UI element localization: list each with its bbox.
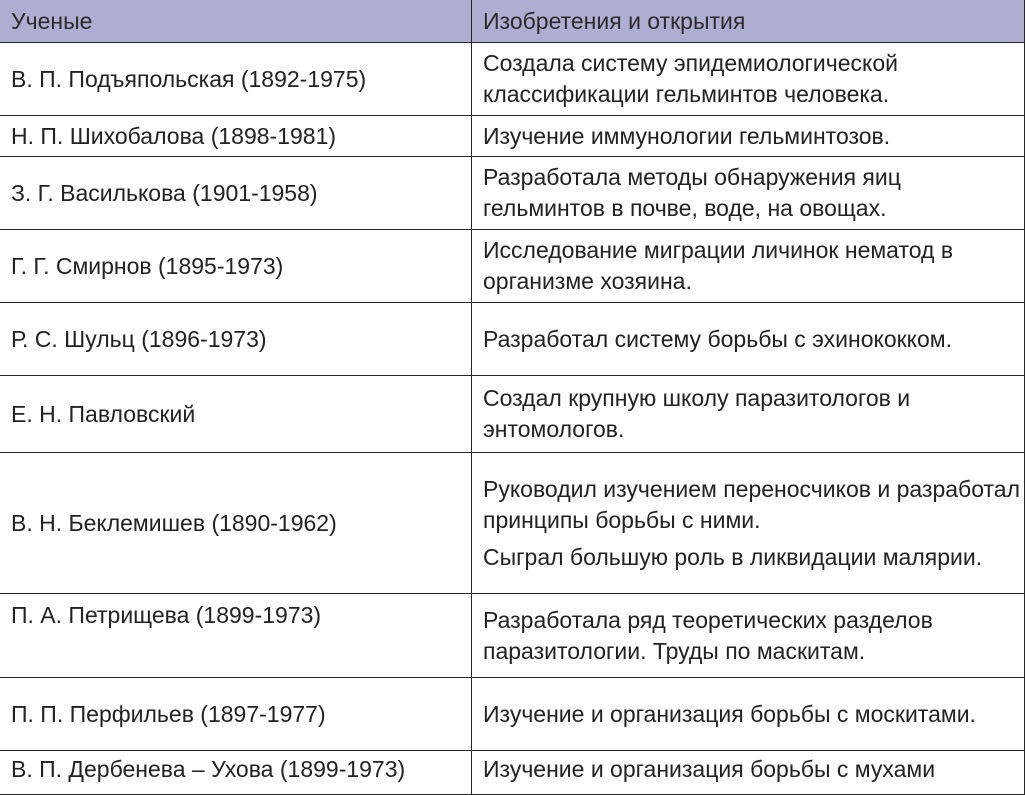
scientist-cell: Г. Г. Смирнов (1895-1973) xyxy=(0,230,472,303)
discovery-text: Исследование миграции личинок нематод в организме хозяина. xyxy=(483,237,954,294)
discovery-cell xyxy=(472,376,1025,453)
table-row xyxy=(0,678,1025,751)
discovery-cell xyxy=(472,230,1025,303)
table-row xyxy=(0,43,1025,116)
table-row xyxy=(0,453,1025,594)
discovery-cell xyxy=(472,678,1025,751)
scientist-cell: Н. П. Шихобалова (1898-1981) xyxy=(0,116,472,157)
discovery-text: Создал крупную школу паразитологов и энтомологов. xyxy=(483,385,911,442)
table-row xyxy=(0,116,1025,157)
discovery-cell xyxy=(472,116,1025,157)
table-row xyxy=(0,376,1025,453)
scientist-cell: П. П. Перфильев (1897-1977) xyxy=(0,678,472,751)
scientist-cell: Е. Н. Павловский xyxy=(0,376,472,453)
discovery-cell xyxy=(472,751,1025,795)
discovery-text: Разработал систему борьбы с эхинококком. xyxy=(483,325,952,352)
table-row xyxy=(0,594,1025,678)
discovery-cell xyxy=(472,157,1025,230)
discovery-cell xyxy=(472,594,1025,678)
table-header-row xyxy=(0,0,1025,43)
discovery-text: Разработала методы обнаружения яиц гельминтов в почве, воде, на овощах. xyxy=(483,164,901,221)
discovery-text: Сыграл большую роль в ликвидации малярии. xyxy=(483,543,983,570)
scientist-cell: Р. С. Шульц (1896-1973) xyxy=(0,303,472,376)
table-row xyxy=(0,157,1025,230)
discovery-text: Изучение и организация борьбы с москитами. xyxy=(483,700,976,727)
discovery-text: Создала систему эпидемиологической классификации гельминтов человека. xyxy=(483,50,899,107)
discovery-cell xyxy=(472,43,1025,116)
discovery-text: Руководил изучением переносчиков и разработал принципы борьбы с ними. xyxy=(483,475,1020,533)
table-row xyxy=(0,303,1025,376)
scientist-cell: В. Н. Беклемишев (1890-1962) xyxy=(0,453,472,594)
discovery-text: Изучение иммунологии гельминтозов. xyxy=(483,122,891,149)
scientist-cell: П. А. Петрищева (1899-1973) xyxy=(0,594,472,678)
header-scientists: Ученые xyxy=(0,0,472,43)
scientist-cell: В. П. Дербенева – Ухова (1899-1973) xyxy=(0,751,472,795)
scientist-cell: З. Г. Василькова (1901-1958) xyxy=(0,157,472,230)
discovery-cell xyxy=(472,453,1025,594)
discovery-cell xyxy=(472,303,1025,376)
discovery-text: Изучение и организация борьбы с мухами xyxy=(483,756,936,782)
table-row xyxy=(0,751,1025,795)
header-discoveries: Изобретения и открытия xyxy=(472,0,1025,43)
table-row xyxy=(0,230,1025,303)
discovery-text: Разработала ряд теоретических разделов паразитологии. Труды по маскитам. xyxy=(483,606,933,664)
scientist-cell: В. П. Подъяпольская (1892-1975) xyxy=(0,43,472,116)
